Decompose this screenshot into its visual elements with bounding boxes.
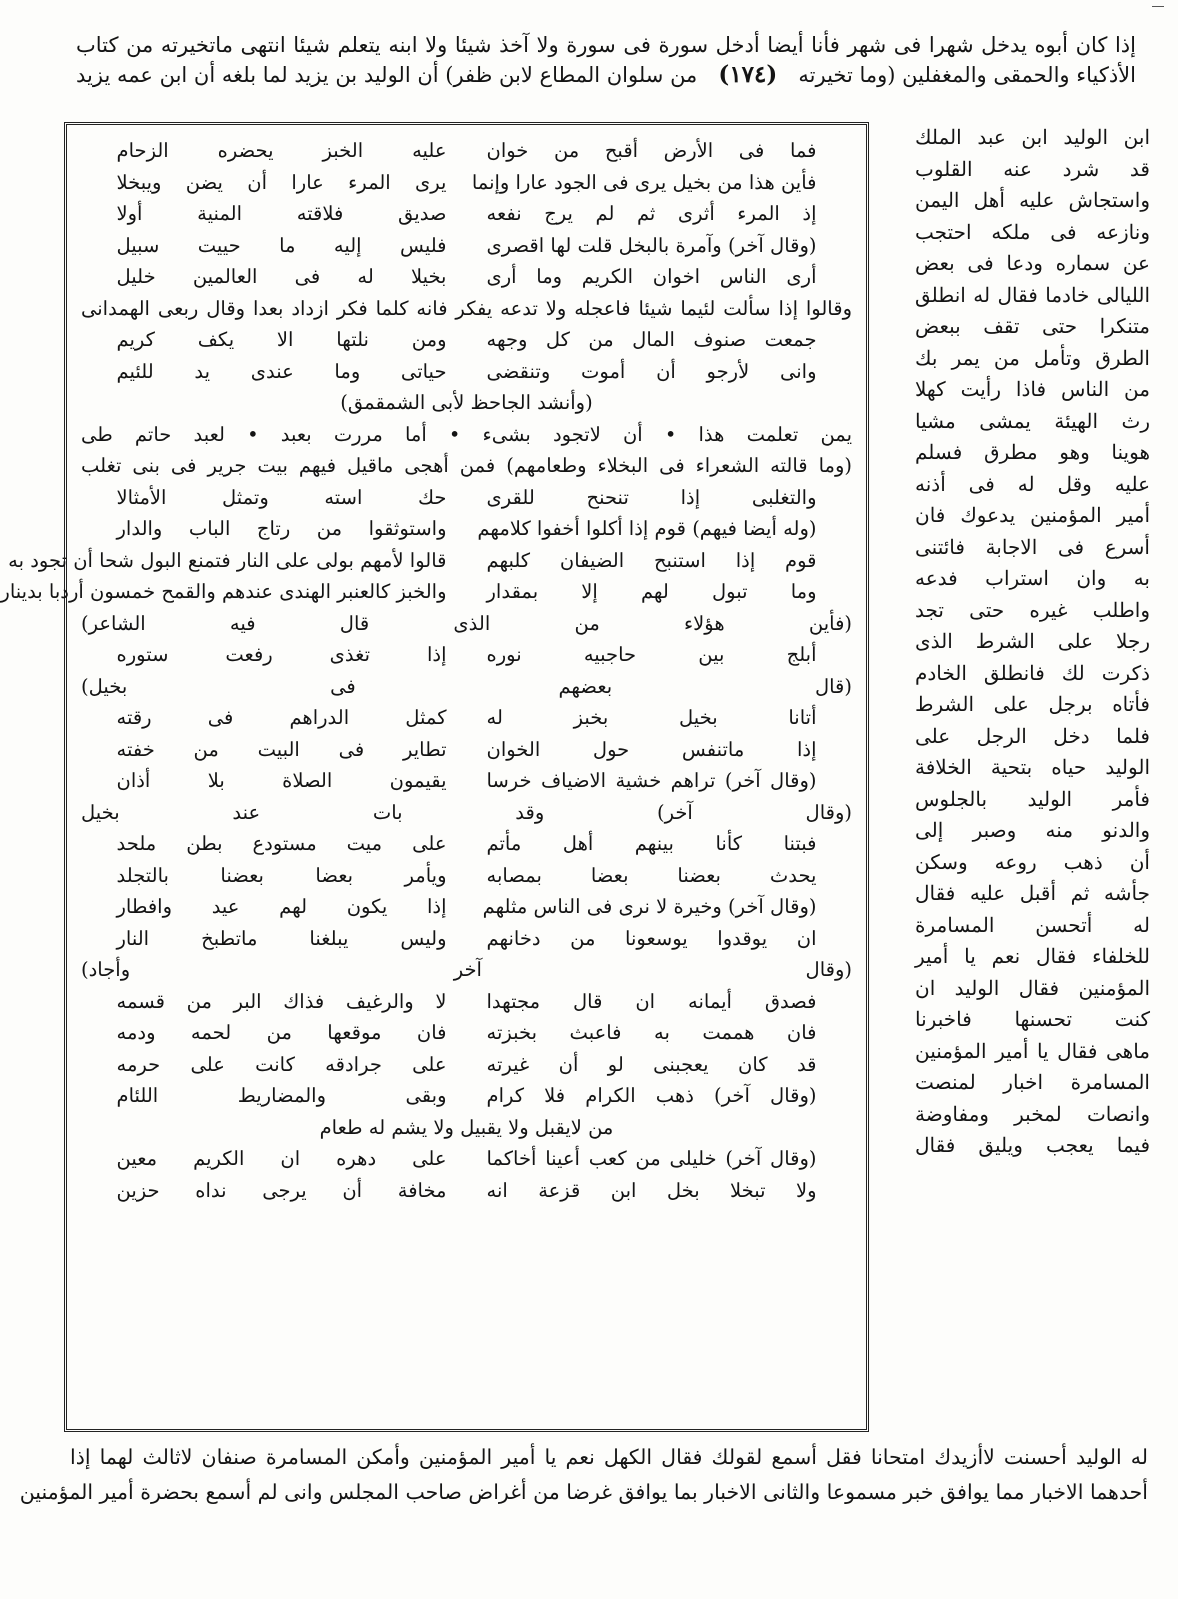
side-column-line: واستجاش عليه أهل اليمن — [915, 188, 1150, 212]
side-column-line: له أتحسن المسامرة — [915, 912, 1150, 937]
hemistich-left: يرى المرء عارا أن يضن ويبخلا — [116, 170, 447, 194]
verse-line — [8, 545, 852, 577]
hemistich-left: مخافة أن يرجى نداه حزين — [116, 1178, 447, 1202]
prose-line: (وقال آخر وأجاد) — [81, 958, 852, 981]
side-column-line: فأتاه برجل على الشرط — [915, 692, 1150, 716]
hemistich-right: فما فى الأرض أقبح من خوان — [486, 139, 817, 162]
side-column-line: المؤمنين فقال الوليد ان — [915, 975, 1150, 1000]
hemistich-left: ويأمر بعضا بعضنا بالتجلد — [116, 863, 447, 887]
side-column-line: قد شرد عنه القلوب — [915, 156, 1150, 181]
hemistich-left: كمثل الدراهم فى رقته — [116, 706, 447, 729]
hemistich-right: أرى الناس اخوان الكريم وما أرى — [486, 265, 817, 288]
hemistich-right: فصدق أيمانه ان قال مجتهدا — [486, 989, 817, 1013]
prose-line: وقالوا إذا سألت لئيما شيئا فاعجله ولا تدعه يفكر فانه كلما فكر ازداد بعدا وقال ربعى الهمدانى — [81, 296, 852, 320]
verse-line — [81, 702, 852, 734]
side-column-line: ذكرت لك فانطلق الخادم — [915, 660, 1150, 685]
hemistich-left: والخبز كالعنبر الهندى عندهم والقمح خمسون أردبا بدينار — [0, 580, 447, 603]
verse-line — [81, 891, 852, 923]
centered-line: (وأنشد الجاحظ لأبى الشمقمق) — [340, 391, 593, 414]
prose-line: (وما قالته الشعراء فى البخلاء وطعامهم) فمن أهجى ماقيل فيهم بيت جرير فى بنى تغلب — [81, 454, 852, 477]
side-column-line: المسامرة اخبار لمنصت — [915, 1070, 1150, 1094]
footer-text — [19, 1440, 1148, 1510]
verse-line — [81, 230, 852, 262]
hemistich-left: تطاير فى البيت من خفته — [116, 737, 447, 761]
verse-line — [81, 1175, 852, 1207]
side-column-line: متنكرا حتى تقف ببعض — [915, 314, 1150, 338]
hemistich-left: على دهره ان الكريم معين — [116, 1147, 447, 1170]
side-column-line: فيما يعجب ويليق فقال — [915, 1133, 1150, 1157]
hemistich-left: إذا تغذى رفعت ستوره — [116, 643, 447, 666]
side-column-line: فأمر الوليد بالجلوس — [915, 786, 1150, 811]
hemistich-left: يقيمون الصلاة بلا أذان — [116, 769, 447, 792]
side-column-line: الطرق وتأمل من يمر بك — [915, 345, 1150, 370]
prose-line: يمن تعلمت هذا • أن لاتجود بشىء • أما مررت بعبد • لعبد حاتم طى — [81, 422, 852, 446]
verse-line — [0, 576, 852, 608]
side-column-line: للخلفاء فقال نعم يا أمير — [915, 944, 1150, 968]
verse-line — [81, 167, 852, 199]
header-line-2-left: من سلوان المطاع لابن ظفر) أن الوليد بن يزيد لما بلغه أن ابن عمه يزيد — [76, 63, 698, 87]
side-column-line: أسرع فى الاجابة فائتنى — [915, 534, 1150, 559]
verse-line — [81, 356, 852, 388]
verse-line — [81, 923, 852, 955]
hemistich-right: (وقال آخر) خليلى من كعب أعينا أخاكما — [486, 1147, 817, 1170]
hemistich-right: فأين هذا من بخيل يرى فى الجود عارا وإنما — [471, 170, 817, 194]
verse-line — [81, 986, 852, 1018]
hemistich-right: (وقال آخر) ذهب الكرام فلا كرام — [486, 1084, 817, 1107]
verse-line — [81, 828, 852, 860]
verse-line — [81, 1017, 852, 1049]
centered-line: من لايقبل ولا يقبيل ولا يشم له طعام — [319, 1115, 614, 1139]
hemistich-right: (وقال آخر) تراهم خشية الاضياف خرسا — [486, 769, 817, 792]
side-column-line: فلما دخل الرجل على — [915, 723, 1150, 748]
verse-line — [81, 261, 852, 293]
side-column-line: جأشه ثم أقبل عليه فقال — [915, 881, 1150, 905]
hemistich-left: لا والرغيف فذاك البر من قسمه — [116, 989, 447, 1013]
hemistich-right: (وقال آخر) وخيرة لا نرى فى الناس مثلهم — [482, 895, 817, 918]
hemistich-left: عليه الخبز يحضره الزحام — [116, 139, 447, 162]
side-column — [915, 122, 1150, 1162]
hemistich-left: قالوا لأمهم بولى على النار فتمنع البول شحا أن تجود به — [8, 548, 447, 572]
hemistich-right: قوم إذا استنبح الضيفان كلبهم — [486, 548, 817, 572]
corner-mark — [1152, 6, 1164, 8]
verse-line — [81, 324, 852, 356]
verse-line — [81, 135, 852, 167]
side-column-line: به وان استراب فدعه — [915, 566, 1150, 590]
verse-line — [81, 198, 852, 230]
prose-line: (قال بعضهم فى بخيل) — [81, 674, 852, 698]
hemistich-right: ولا تبخلا بخل ابن قزعة انه — [486, 1178, 817, 1202]
side-column-line: أن ذهب روعه وسكن — [915, 849, 1150, 874]
side-column-line: من الناس فاذا رأيت كهلا — [915, 377, 1150, 401]
side-column-line: الوليد حياه بتحية الخلافة — [915, 755, 1150, 779]
hemistich-left: ومن نلتها الا يكف كريم — [116, 328, 447, 351]
hemistich-right: أتانا بخيل بخبز له — [486, 706, 817, 729]
side-column-line: والدنو منه وصبر إلى — [915, 818, 1150, 842]
verse-line — [81, 1049, 852, 1081]
prose-line: (وقال آخر) وقد بات عند بخيل — [81, 800, 852, 824]
hemistich-left: إذا يكون لهم عيد وافطار — [116, 895, 447, 918]
side-column-line: ابن الوليد ابن عبد الملك — [915, 125, 1150, 149]
side-column-line: الليالى خادما فقال له انطلق — [915, 282, 1150, 307]
side-column-line: واطلب غيره حتى تجد — [915, 597, 1150, 622]
verse-line — [81, 860, 852, 892]
poem-box — [0, 122, 869, 1432]
verse-line — [81, 765, 852, 797]
hemistich-right: جمعت صنوف المال من كل وجهه — [486, 328, 817, 351]
hemistich-right: فان هممت به فاعبث بخبزته — [486, 1021, 817, 1044]
hemistich-left: صديق فلاقته المنية أولا — [116, 202, 447, 225]
hemistich-right: أبلج بين حاجبيه نوره — [486, 643, 817, 666]
footer-line: له الوليد أحسنت لاأزيدك امتحانا فقل أسمع لقولك فقال الكهل نعم يا أمير المؤمنين وأمكن المسامرة صنفان لاثالث لهما إذا — [70, 1445, 1148, 1469]
verse-line — [81, 1143, 852, 1175]
verse-line — [81, 639, 852, 671]
side-column-line: عن سماره ودعا فى بعض — [915, 251, 1150, 275]
hemistich-left: على ميت مستودع بطن ملحد — [116, 832, 447, 855]
side-column-line: وانصات لمخبر ومفاوضة — [915, 1101, 1150, 1126]
page-number: (١٧٤) — [718, 61, 778, 88]
hemistich-right: (وله أيضا فيهم) قوم إذا أكلوا أخفوا كلامهم — [477, 517, 817, 540]
verse-line — [81, 734, 852, 766]
hemistich-left: على جرادقه كانت على حرمه — [116, 1052, 447, 1076]
verse-line — [81, 482, 852, 514]
side-column-line: رجلا على الشرط الذى — [915, 629, 1150, 653]
hemistich-right: قد كان يعجبنى لو أن غيرته — [486, 1052, 817, 1076]
hemistich-left: وبقى والمضاريط اللئام — [116, 1084, 447, 1107]
hemistich-right: إذا ماتنفس حول الخوان — [486, 737, 817, 761]
side-column-line: رث الهيئة يمشى مشيا — [915, 408, 1150, 433]
hemistich-right: فبتنا كأنا بينهم أهل مأتم — [486, 832, 817, 855]
side-column-line: ماهى فقال يا أمير المؤمنين — [915, 1038, 1150, 1063]
side-column-line: ونازعه فى ملكه احتجب — [915, 219, 1150, 244]
hemistich-left: فان موقعها من لحمه ودمه — [116, 1021, 447, 1044]
hemistich-left: وليس يبلغنا ماتطبخ النار — [116, 926, 447, 950]
hemistich-right: وانى لأرجو أن أموت وتنقضى — [486, 359, 817, 383]
hemistich-right: والتغلبى إذا تنحنح للقرى — [486, 485, 817, 509]
header-line-2 — [76, 60, 1136, 90]
hemistich-left: حياتى وما عندى يد للئيم — [116, 359, 447, 383]
header-line-1: إذا كان أبوه يدخل شهرا فى شهر فأنا أيضا أدخل سورة فى سورة ولا آخذ شيئا ولا ابنه يتعلم شيئا انتهى ماتخيرته من كتاب — [76, 33, 1136, 57]
hemistich-left: بخيلا له فى العالمين خليل — [116, 265, 447, 288]
hemistich-right: وما تبول لهم إلا بمقدار — [486, 580, 817, 603]
verse-line — [81, 513, 852, 545]
side-column-line: هوينا وهو مطرق فسلم — [915, 440, 1150, 464]
hemistich-right: إذ المرء أثرى ثم لم يرج نفعه — [486, 202, 817, 225]
hemistich-right: يحدث بعضنا بعضا بمصابه — [486, 863, 817, 887]
side-column-line: أمير المؤمنين يدعوك فان — [915, 503, 1150, 527]
hemistich-left: واستوثقوا من رتاج الباب والدار — [116, 517, 447, 540]
hemistich-left: فليس إليه ما حييت سبيل — [116, 233, 447, 257]
hemistich-right: (وقال آخر) وآمرة بالبخل قلت لها اقصرى — [486, 233, 817, 257]
prose-line: (فأين هؤلاء من الذى قال فيه الشاعر) — [81, 611, 852, 635]
hemistich-left: حك استه وتمثل الأمثالا — [116, 485, 447, 509]
header-line-2-right: الأذكياء والحمقى والمغفلين (وما تخيرته — [798, 63, 1136, 87]
side-column-line: كنت تحسنها فاخبرنا — [915, 1007, 1150, 1031]
side-column-line: عليه وقل له فى أذنه — [915, 471, 1150, 496]
page-header — [76, 30, 1136, 90]
poem-list — [0, 135, 852, 1206]
footer-line: أحدهما الاخبار مما يوافق خبر مسموعا والثانى الاخبار بما يوافق غرضا من أغراض صاحب المجلس وانى لم أسمع بحضرة أمير المؤمنين — [19, 1480, 1148, 1504]
verse-line — [81, 1080, 852, 1112]
hemistich-right: ان يوقدوا يوسعونا من دخانهم — [486, 926, 817, 950]
